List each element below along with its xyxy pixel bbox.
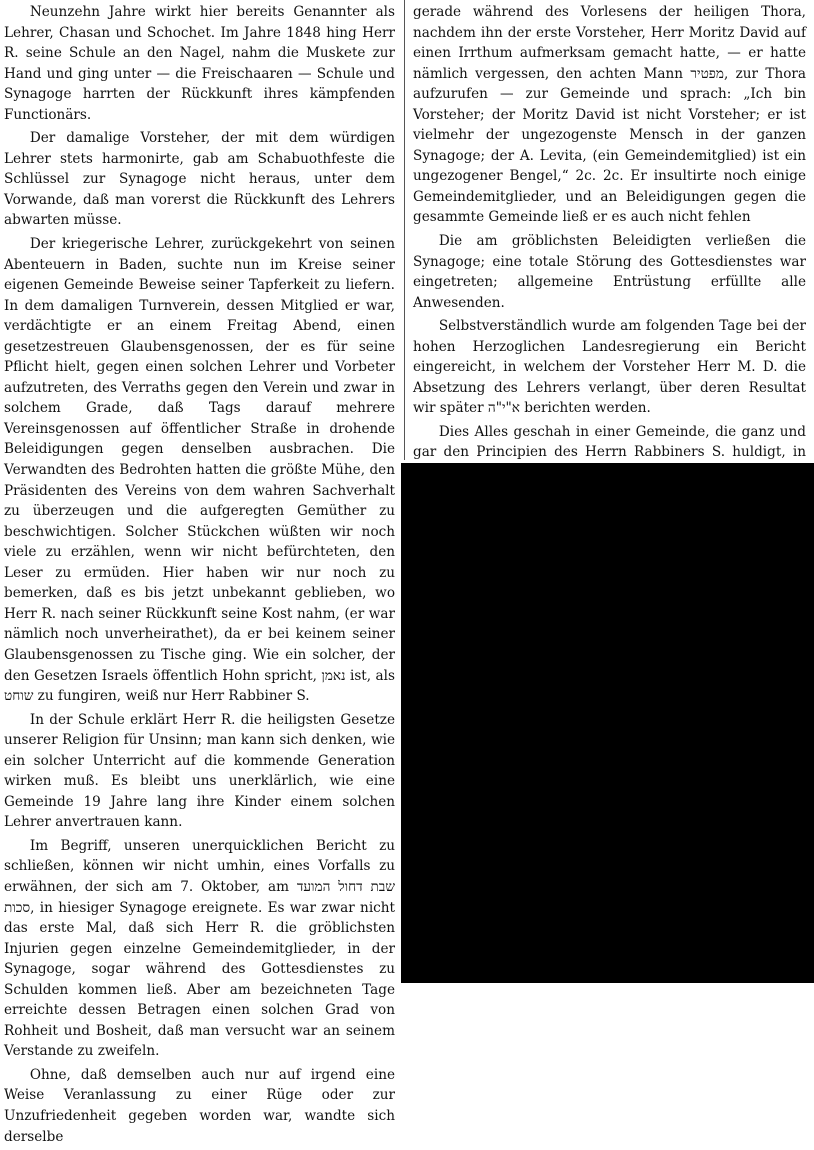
paragraph: Ohne, daß demselben auch nur auf irgend eine Weise Veranlassung zu einer Rüge oder zur Unzufriedenheit gegeben worden war, wandte sich derselbe xyxy=(4,1066,395,1145)
column-divider xyxy=(404,0,405,460)
paragraph: Dies Alles geschah in einer Gemeinde, die ganz und gar den Principien des Herrn Rabbiners S. huldigt, in xyxy=(413,423,806,461)
paragraph: Im Begriff, unseren unerquicklichen Bericht zu schließen, können wir nicht umhin, eines Vorfalls zu erwähnen, der sich am 7. Oktober, am שבת דחול המועד סכות, in hiesiger Synagoge ereignete. Es war zwar nicht das erste Mal, daß sich Herr R. die gröblichsten Injurien gegen einzelne Gemeindemitglieder, in der Synagoge, sogar während des Gottesdienstes zu Schulden kommen ließ. Aber am bezeichneten Tage erreichte dessen Betragen einen solchen Grad von Rohheit und Bosheit, daß man versucht war an seinem Verstande zu zweifeln. xyxy=(4,837,395,1060)
paragraph: In der Schule erklärt Herr R. die heiligsten Gesetze unserer Religion für Unsinn; man kann sich denken, wie ein solcher Unterricht auf die kommende Generation wirken muß. Es bleibt uns unerklärlich, wie eine Gemeinde 19 Jahre lang ihre Kinder einem solchen Lehrer anvertrauen kann. xyxy=(4,711,395,831)
paragraph: Der kriegerische Lehrer, zurückgekehrt von seinen Abenteuern in Baden, suchte nun im Kreise seiner eigenen Gemeinde Beweise seiner Tapferkeit zu liefern. In dem damaligen Turnverein, dessen Mitglied er war, verdächtigte er an einem Freitag Abend, einen gesetzestreuen Glaubensgenossen, der es für seine Pflicht hielt, gegen einen solchen Lehrer und Vorbeter aufzutreten, des Verraths gegen den Verein und zwar in solchem Grade, daß Tags darauf mehrere Vereinsgenossen auf öffentlicher Straße in drohende Beleidigungen gegen denselben ausbrachen. Die Verwandten des Bedrohten hatten die größte Mühe, den Präsidenten des Vereins von dem wahren Sachverhalt zu überzeugen und die aufgeregten Gemüther zu beschwichtigen. Solcher Stückchen wüßten wir noch viele zu erzählen, wenn wir nicht befürchteten, den Leser zu ermüden. Hier haben wir nur noch zu bemerken, daß es bis jetzt unbekannt geblieben, wo Herr R. nach seiner Rückkunft seine Kost nahm, (er war nämlich noch unverheirathet), da er bei keinem seiner Glaubensgenossen zu Tische ging. Wie ein solcher, der den Gesetzen Israels öffentlich Hohn spricht, נאמן ist, als שוחט zu fungiren, weiß nur Herr Rabbiner S. xyxy=(4,236,395,705)
left-column xyxy=(4,2,395,1150)
paragraph: Selbstverständlich wurde am folgenden Tage bei der hohen Herzoglichen Landesregierung ein Bericht eingereicht, in welchem der Vorsteher Herr M. D. die Absetzung des Lehrers verlangt, über deren Resultat wir später א"י"ה berichten werden. xyxy=(413,318,806,417)
paragraph: Die am gröblichsten Beleidigten verließen die Synagoge; eine totale Störung des Gottesdienstes war eingetreten; allgemeine Entrüstung erfüllte alle Anwesenden. xyxy=(413,233,806,311)
paragraph: Neunzehn Jahre wirkt hier bereits Genannter als Lehrer, Chasan und Schochet. Im Jahre 1848 hing Herr R. seine Schule an den Nagel, nahm die Muskete zur Hand und ging unter — die Freischaaren — Schule und Synagoge harrten der Rückkunft ihres kämpfenden Functionärs. xyxy=(4,4,395,123)
right-column xyxy=(413,2,806,531)
paragraph-continuation: gerade während des Vorlesens der heiligen Thora, nachdem ihn der erste Vorsteher, Herr Moritz David auf einen Irrthum aufmerksam gemacht hatte, — er hatte nämlich vergessen, den achten Mann מפטיר, zur Thora aufzurufen — zur Gemeinde und sprach: „Ich bin Vorsteher; der Moritz David ist nicht Vorsteher; er ist vielmehr der ungezogenste Mensch in der ganzen Synagoge; der A. Levita, (ein Gemeindemitglied) ist ein ungezogener Bengel,“ 2c. 2c. Er insultirte noch einige Gemeindemitglieder, und an Beleidigungen gegen die gesammte Gemeinde ließ er es auch nicht fehlen xyxy=(413,4,806,226)
paragraph: Der damalige Vorsteher, der mit dem würdigen Lehrer stets harmonirte, gab am Schabuothfeste die Schlüssel zur Synagoge nicht heraus, unter dem Vorwande, daß man vorerst die Rückkunft des Lehrers abwarten müsse. xyxy=(4,130,395,229)
redacted-black-area xyxy=(401,463,814,983)
